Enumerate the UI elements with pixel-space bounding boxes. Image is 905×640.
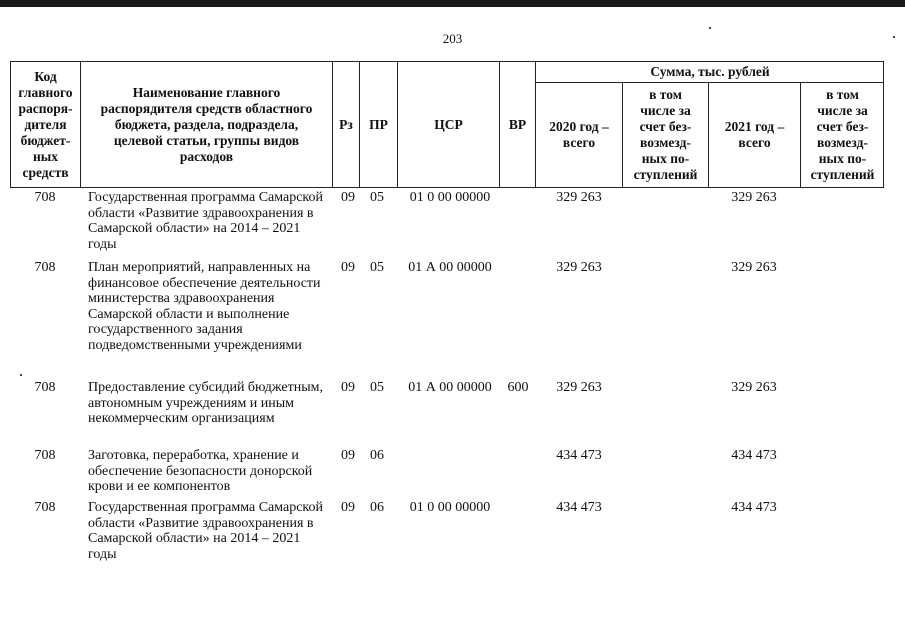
cell-code: 708 <box>34 448 56 463</box>
header-csr: ЦСР <box>434 116 463 132</box>
header-2020-free: в том числе за счет без-возмезд-ных по-ступлений <box>633 87 698 182</box>
cell-sum-2020: 434 473 <box>556 448 602 463</box>
page-number: 203 <box>442 31 463 46</box>
cell-vr: 600 <box>507 380 529 395</box>
cell-name: Государственная программа Самарской области «Развитие здравоохранения в Самарской области» на 2014 – 2021 годы <box>88 500 324 562</box>
scan-speck <box>709 27 711 29</box>
cell-csr: 01 А 00 00000 <box>408 380 492 395</box>
cell-rz: 09 <box>341 500 355 515</box>
cell-csr: 01 0 00 00000 <box>409 500 491 515</box>
cell-csr: 01 0 00 00000 <box>409 190 491 205</box>
cell-code: 708 <box>34 500 56 515</box>
cell-sum-2021: 434 473 <box>731 448 777 463</box>
cell-name: Государственная программа Самарской области «Развитие здравоохранения в Самарской области» на 2014 – 2021 годы <box>88 190 324 252</box>
header-2021-free: в том числе за счет без-возмезд-ных по-ступлений <box>810 87 875 182</box>
cell-csr: 01 А 00 00000 <box>408 260 492 275</box>
header-2020-total: 2020 год – всего <box>549 119 609 150</box>
cell-sum-2021: 329 263 <box>731 380 777 395</box>
cell-sum-2021: 329 263 <box>731 190 777 205</box>
cell-name: План мероприятий, направленных на финансовое обеспечение деятельности министерства здравоохранения Самарской области и выполнение государственного задания подведомственными учреждениями <box>88 260 321 353</box>
cell-rz: 09 <box>341 448 355 463</box>
cell-rz: 09 <box>341 190 355 205</box>
header-2021-total: 2021 год – всего <box>724 119 785 150</box>
scan-top-border <box>0 0 905 7</box>
cell-sum-2021: 329 263 <box>731 260 777 275</box>
cell-code: 708 <box>34 190 56 205</box>
header-name: Наименование главного распорядителя средств областного бюджета, раздела, подраздела, целевой статьи, группы видов расходов <box>100 84 313 164</box>
header-rz: Рз <box>339 116 353 132</box>
cell-pr: 06 <box>370 448 384 463</box>
cell-rz: 09 <box>341 260 355 275</box>
cell-code: 708 <box>34 380 56 395</box>
header-vr: ВР <box>508 116 527 132</box>
cell-sum-2020: 329 263 <box>556 190 602 205</box>
cell-name: Предоставление субсидий бюджетным, автономным учреждениям и иным некоммерческим организациям <box>88 380 324 426</box>
scan-speck <box>20 374 22 376</box>
cell-name: Заготовка, переработка, хранение и обеспечение безопасности донорской крови и ее компонентов <box>88 448 313 494</box>
cell-pr: 05 <box>370 380 384 395</box>
cell-pr: 05 <box>370 260 384 275</box>
cell-pr: 06 <box>370 500 384 515</box>
cell-sum-2020: 434 473 <box>556 500 602 515</box>
cell-sum-2020: 329 263 <box>556 380 602 395</box>
cell-pr: 05 <box>370 190 384 205</box>
header-sum-group: Сумма, тыс. рублей <box>650 64 770 79</box>
header-code: Код главного распоря-дителя бюджет-ных средств <box>18 68 73 180</box>
cell-rz: 09 <box>341 380 355 395</box>
cell-code: 708 <box>34 260 56 275</box>
header-pr: ПР <box>369 116 388 132</box>
cell-sum-2021: 434 473 <box>731 500 777 515</box>
cell-sum-2020: 329 263 <box>556 260 602 275</box>
